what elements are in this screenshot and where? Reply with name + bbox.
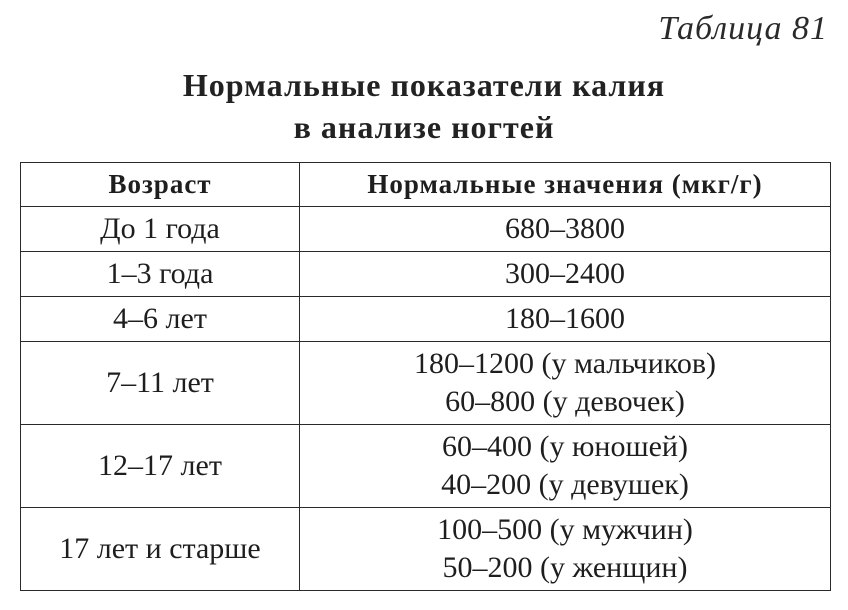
title-line-1: Нормальные показатели калия [182, 67, 666, 103]
value-cell [300, 425, 831, 508]
title-line-2: в анализе ногтей [293, 109, 555, 145]
table-row [21, 342, 831, 425]
potassium-norms-table [20, 162, 831, 591]
age-cell: 4–6 лет [21, 297, 300, 342]
value-cell [300, 207, 831, 252]
value-cell [300, 342, 831, 425]
value-line-young-women: 40–200 (у девушек) [441, 468, 689, 501]
value-line: 300–2400 [505, 257, 625, 290]
value-line: 680–3800 [505, 212, 625, 245]
table-row [21, 207, 831, 252]
age-cell: До 1 года [21, 207, 300, 252]
age-cell: 12–17 лет [21, 425, 300, 508]
age-cell: 1–3 года [21, 252, 300, 297]
value-line: 180–1600 [505, 302, 625, 335]
value-line-women: 50–200 (у женщин) [442, 551, 688, 584]
value-cell [300, 297, 831, 342]
table-row [21, 508, 831, 591]
value-line-boys: 180–1200 (у мальчиков) [413, 347, 717, 380]
value-line-young-men: 60–400 (у юношей) [442, 430, 688, 463]
age-cell: 17 лет и старше [21, 508, 300, 591]
table-row [21, 425, 831, 508]
value-cell [300, 252, 831, 297]
table-number: Таблица 81 [658, 10, 828, 47]
value-line-men: 100–500 (у мужчин) [437, 513, 693, 546]
table-header-row [21, 163, 831, 207]
header-age: Возраст [21, 163, 300, 207]
table-row [21, 297, 831, 342]
value-cell [300, 508, 831, 591]
table-title [0, 64, 848, 148]
table-row [21, 252, 831, 297]
age-cell: 7–11 лет [21, 342, 300, 425]
header-values: Нормальные значения (мкг/г) [300, 163, 831, 207]
value-line-girls: 60–800 (у девочек) [445, 385, 685, 418]
